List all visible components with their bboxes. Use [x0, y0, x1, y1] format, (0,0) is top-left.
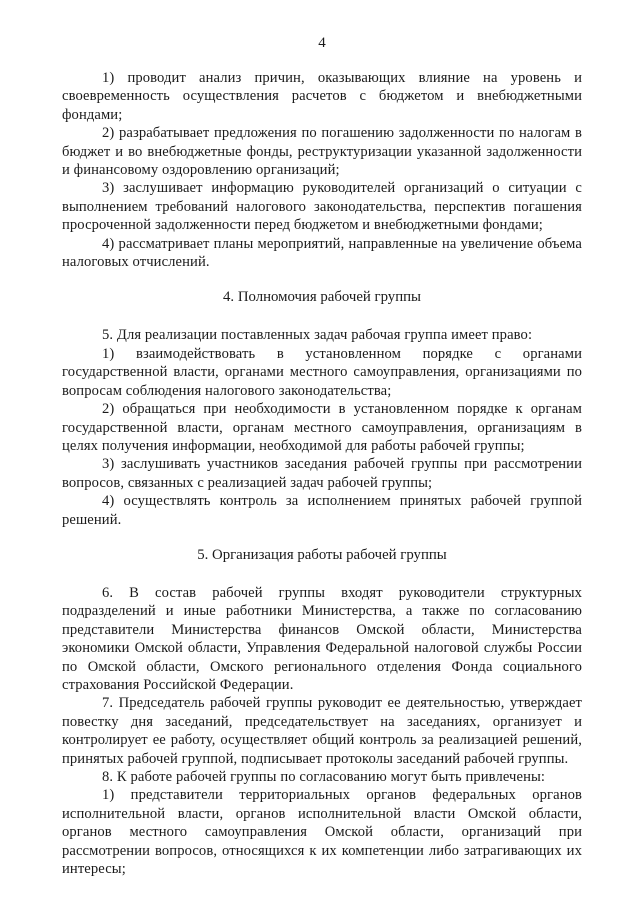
section-4-paragraph: 2) обращаться при необходимости в установленном порядке к органам государственной власти, органам местного самоуправления, организациям в целях получения информации, необходимой для работы рабочей группы; [62, 401, 582, 454]
section-4-paragraph: 1) взаимодействовать в установленном порядке с органами государственной власти, органами местного самоуправления, организациями по вопросам соблюдения налогового законодательства; [62, 345, 582, 399]
section-4-body [62, 326, 582, 528]
page-number: 4 [318, 35, 326, 51]
duty-item-3: 3) заслушивает информацию руководителей организаций о ситуации с выполнением требований налогового законодательства, перспектив погашения просроченной задолженности перед бюджетом и внебюджетными фондами; [62, 180, 582, 234]
section-4-heading: 4. Полномочия рабочей группы [223, 289, 421, 306]
section-5-paragraph: 6. В состав рабочей группы входят руководители структурных подразделений и иные работники Министерства, а также по согласованию представители Министерства финансов Омской области, Министерства экономики Омской области, Управления Федеральной налоговой службы России по Омской области, Омского регионального отделения Фонда социального страхования Российской Федерации. [62, 584, 582, 693]
section-5-paragraph: 1) представители территориальных органов федеральных органов исполнительной власти, органов исполнительной власти Омской области, органов местного самоуправления Омской области, организаций при рассмотрении вопросов, относящихся к их компетенции либо затрагивающих их интересы; [62, 787, 582, 878]
duties-list [62, 69, 582, 271]
duty-item-4: 4) рассматривает планы мероприятий, направленные на увеличение объема налоговых отчислений. [62, 235, 582, 271]
duty-item-2: 2) разрабатывает предложения по погашению задолженности по налогам в бюджет и во внебюджетные фонды, реструктуризации указанной задолженности и финансовому оздоровлению организаций; [62, 125, 582, 179]
section-4-paragraph: 4) осуществлять контроль за исполнением принятых рабочей группой решений. [62, 493, 582, 528]
section-5-heading: 5. Организация работы рабочей группы [197, 546, 447, 563]
duty-item-1: 1) проводит анализ причин, оказывающих влияние на уровень и своевременность осуществления расчетов с бюджетом и внебюджетными фондами; [62, 70, 582, 123]
section-5-body [62, 584, 582, 879]
section-4-paragraph: 3) заслушивать участников заседания рабочей группы при рассмотрении вопросов, связанных с реализацией задач рабочей группы; [62, 456, 582, 491]
section-5-paragraph: 7. Председатель рабочей группы руководит ее деятельностью, утверждает повестку дня заседаний, председательствует на заседаниях, организует и контролирует ее работу, осуществляет общий контроль за реализацией решений, принятых рабочей группой, подписывает протоколы заседаний рабочей группы. [62, 695, 582, 767]
section-5-paragraph: 8. К работе рабочей группы по согласованию могут быть привлечены: [102, 769, 546, 785]
section-4-paragraph: 5. Для реализации поставленных задач рабочая группа имеет право: [102, 327, 533, 344]
